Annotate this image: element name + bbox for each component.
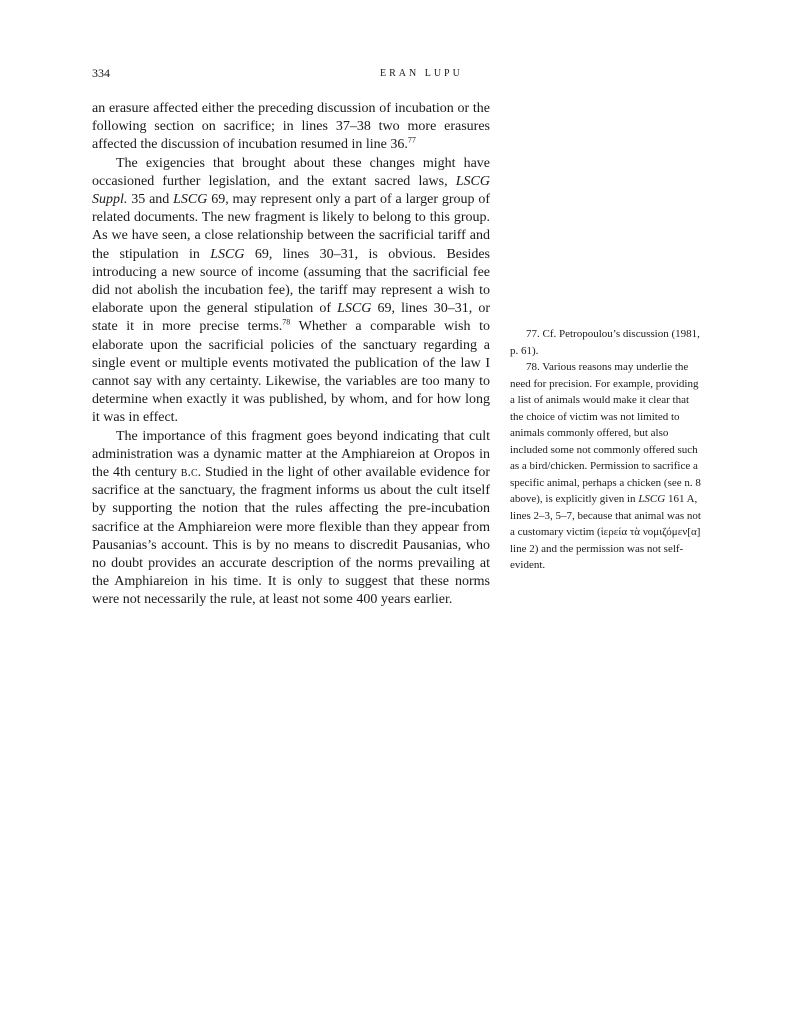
paragraph-text: The importance of this fragment goes beyond indicating that cult administration was a dynamic matter at the Amphiareion at Oropos in the 4th century (92, 428, 490, 481)
paragraph-text: Whether a comparable wish to elaborate upon the sacrificial policies of the sanctuary regarding a single event or multiple events motivated the publication of the law I cannot say with any certainty. Likewise, the variables are too many to determine when exactly it was published, by whom, and for how long it was in effect. (92, 319, 490, 426)
main-text (92, 100, 490, 610)
paragraph-text: The exigencies that brought about these changes might have occasioned further legislation, and the extant sacred laws, (92, 155, 490, 189)
citation-italic: LSCG Suppl. (92, 173, 490, 208)
era-abbreviation: b.c. (180, 465, 202, 481)
paragraph-text: 69, may represent only a part of a larger group of related documents. The new fragment is likely to belong to this group. As we have seen, a close relationship between the sacrificial tariff and the stipulation in (92, 192, 490, 262)
citation-italic: LSCG (210, 246, 245, 262)
paragraph-1 (92, 100, 490, 155)
page-number: 334 (92, 66, 110, 80)
paragraph-text: 69, lines 30–31, is obvious. Besides introducing a new source of income (assuming that the sacrificial fee did not abolish the incubation fee), the tariff may represent a wish to elaborate upon the general stipulation of (92, 246, 490, 317)
footnote-77: 77. Cf. Petropoulou’s discussion (1981, p. 61). (510, 328, 700, 357)
sidenotes (510, 326, 704, 574)
footnote-ref-78: 78 (282, 317, 291, 327)
footnote-text: 78. Various reasons may underlie the need for precision. For example, providing a list of animals would make it clear that the choice of victim was not limited to animals commonly offered, but also included some not commonly offered such as a bird/chicken. Permission to sacrifice a specific animal, perhaps a chicken (see n. 8 above), is explicitly given in (510, 361, 701, 505)
citation-italic: LSCG (638, 493, 666, 505)
running-head: ERAN LUPU (380, 68, 463, 79)
paragraph-3 (92, 428, 490, 610)
footnote-78 (510, 359, 704, 574)
paragraph-text: 69, lines 30–31, or state it in more precise terms. (92, 301, 490, 335)
paragraph-text: 35 and (127, 192, 174, 208)
paragraph-2 (92, 155, 490, 428)
citation-italic: LSCG (337, 301, 372, 317)
footnote-text: 161 A, lines 2–3, 5–7, because that animal was not a customary victim (ἱερεία τὰ νομιζόμεν[α] line 2) and the permission was not self-evident. (510, 493, 701, 571)
paragraph-text: an erasure affected either the preceding discussion of incubation or the following section on sacrifice; in lines 37–38 two more erasures affected the discussion of incubation resumed in line 36. (92, 101, 490, 153)
paragraph-text: Studied in the light of other available evidence for sacrifice at the sanctuary, the fragment informs us about the cult itself by supporting the notion that the rules affecting the pre-incubation sacrifice at the Amphiareion were more flexible than they appear from Pausanias’s account. This is by no means to discredit Pausanias, who no doubt provides an accurate description of the norms prevailing at the Amphiareion in his time. It is only to suggest that these norms were not necessarily the rule, at least not some 400 years earlier. (92, 465, 490, 608)
citation-italic: LSCG (173, 192, 208, 208)
footnote-ref-77: 77 (407, 135, 416, 145)
